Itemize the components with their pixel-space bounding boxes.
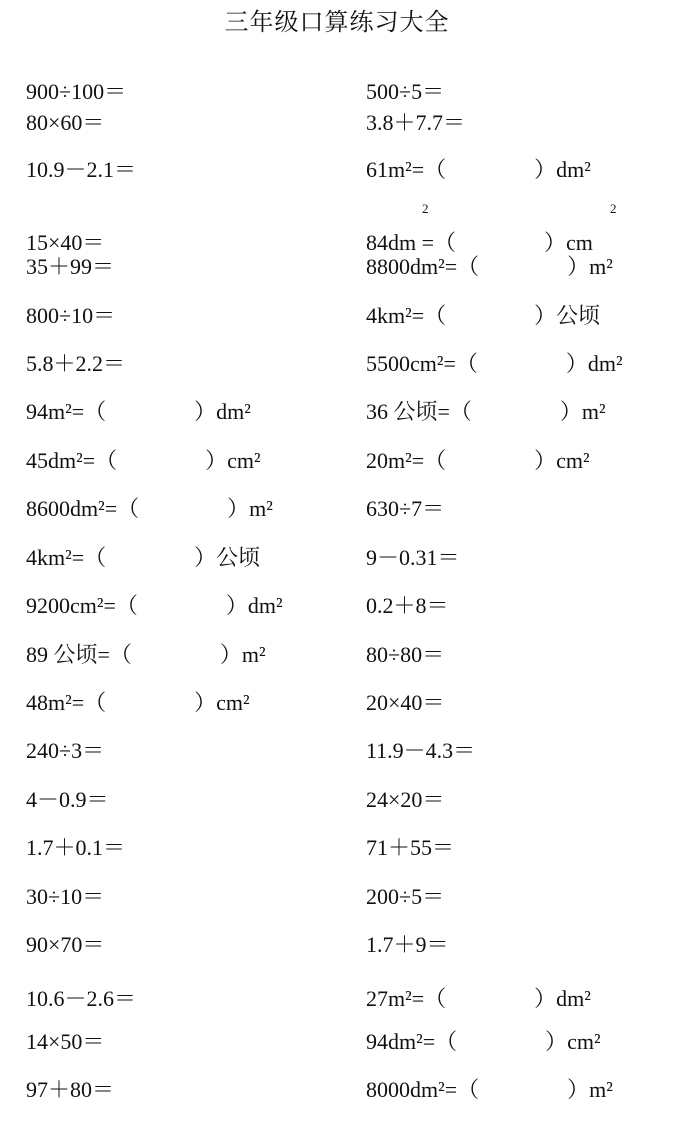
problem-right-2: 3.8＋7.7＝ bbox=[366, 110, 466, 135]
problem-left-5: 35＋99＝ bbox=[26, 254, 115, 279]
problem-right-11: 9－0.31＝ bbox=[366, 545, 460, 570]
problem-left-12: 9200cm²=（ ）dm² bbox=[26, 593, 283, 618]
problem-right-3: 61m²=（ ）dm² bbox=[366, 157, 591, 182]
problem-left-4: 15×40＝ bbox=[26, 230, 105, 255]
problem-right-4: 84dm =（ ）cm bbox=[366, 230, 593, 255]
problem-right-12: 0.2＋8＝ bbox=[366, 593, 449, 618]
problem-right-19: 1.7＋9＝ bbox=[366, 932, 449, 957]
problem-left-17: 1.7＋0.1＝ bbox=[26, 835, 126, 860]
problem-left-10: 8600dm²=（ ）m² bbox=[26, 496, 273, 521]
problem-left-2: 80×60＝ bbox=[26, 110, 105, 135]
problem-left-14: 48m²=（ ）cm² bbox=[26, 690, 250, 715]
problem-right-7: 5500cm²=（ ）dm² bbox=[366, 351, 623, 376]
problem-left-8: 94m²=（ ）dm² bbox=[26, 399, 251, 424]
problem-right-22: 8000dm²=（ ）m² bbox=[366, 1077, 613, 1102]
problem-left-1: 900÷100＝ bbox=[26, 79, 127, 104]
problem-right-9: 20m²=（ ）cm² bbox=[366, 448, 590, 473]
problem-left-13: 89 公顷=（ ）m² bbox=[26, 642, 266, 667]
problem-left-16: 4－0.9＝ bbox=[26, 787, 109, 812]
problem-left-9: 45dm²=（ ）cm² bbox=[26, 448, 261, 473]
page-title: 三年级口算练习大全 bbox=[224, 10, 450, 36]
problem-right-16: 24×20＝ bbox=[366, 787, 445, 812]
problem-left-6: 800÷10＝ bbox=[26, 303, 116, 328]
problem-right-5: 8800dm²=（ ）m² bbox=[366, 254, 613, 279]
problem-left-22: 97＋80＝ bbox=[26, 1077, 115, 1102]
problem-left-7: 5.8＋2.2＝ bbox=[26, 351, 126, 376]
problem-right-1: 500÷5＝ bbox=[366, 79, 445, 104]
problem-left-20: 10.6－2.6＝ bbox=[26, 986, 137, 1011]
problem-right-21: 94dm²=（ ）cm² bbox=[366, 1029, 601, 1054]
problem-right-6: 4km²=（ ）公顷 bbox=[366, 303, 601, 328]
problem-left-21: 14×50＝ bbox=[26, 1029, 105, 1054]
problem-right-13: 80÷80＝ bbox=[366, 642, 445, 667]
stray-exponent-2: 2 bbox=[610, 201, 617, 216]
problem-right-18: 200÷5＝ bbox=[366, 884, 445, 909]
problem-left-3: 10.9－2.1＝ bbox=[26, 157, 137, 182]
problem-right-15: 11.9－4.3＝ bbox=[366, 738, 476, 763]
problem-right-8: 36 公顷=（ ）m² bbox=[366, 399, 606, 424]
problem-right-14: 20×40＝ bbox=[366, 690, 445, 715]
problem-left-15: 240÷3＝ bbox=[26, 738, 105, 763]
stray-exponent-1: 2 bbox=[422, 201, 429, 216]
problem-left-19: 90×70＝ bbox=[26, 932, 105, 957]
problem-right-10: 630÷7＝ bbox=[366, 496, 445, 521]
problem-left-11: 4km²=（ ）公顷 bbox=[26, 545, 261, 570]
problem-right-20: 27m²=（ ）dm² bbox=[366, 986, 591, 1011]
problem-right-17: 71＋55＝ bbox=[366, 835, 455, 860]
problem-left-18: 30÷10＝ bbox=[26, 884, 105, 909]
